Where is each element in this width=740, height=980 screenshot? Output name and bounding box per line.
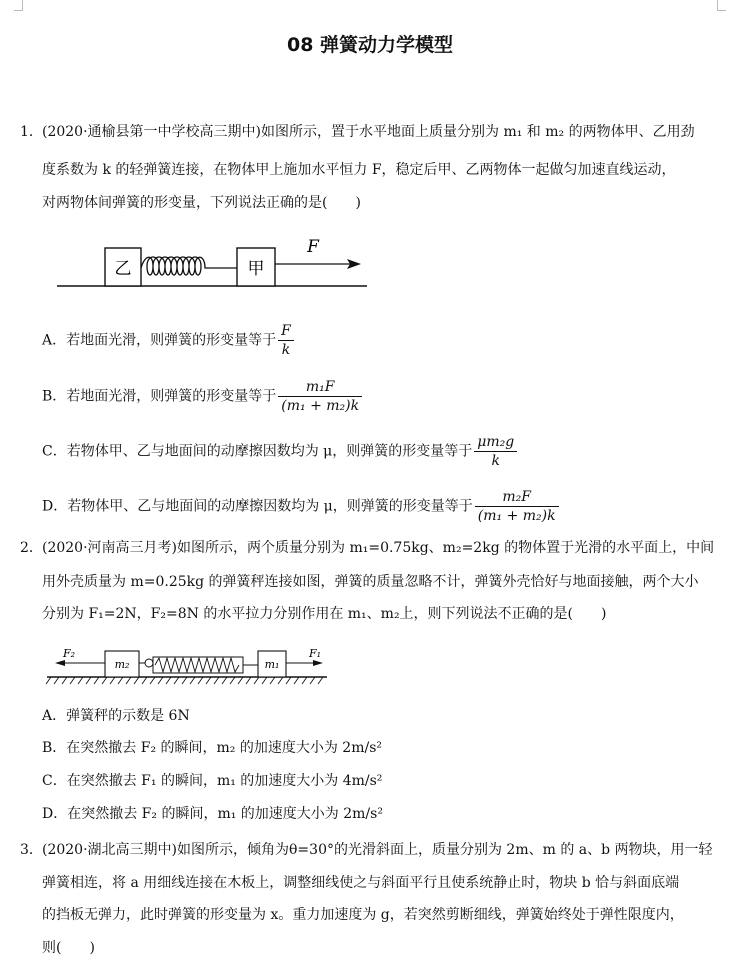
q1-figure bbox=[55, 232, 375, 294]
q1-option-c-fraction bbox=[474, 433, 517, 470]
q2-force-f1-arrowhead bbox=[313, 660, 323, 666]
q1-option-d-denominator: (m₁ + m₂)k bbox=[477, 508, 556, 524]
q1-spring bbox=[141, 257, 237, 275]
q1-number: 1． bbox=[20, 124, 43, 140]
q2-option-d[interactable]: D．在突然撤去 F₂ 的瞬间，m₁ 的加速度大小为 2m/s² bbox=[42, 806, 383, 822]
q1-option-d-numerator: m₂F bbox=[475, 488, 559, 507]
q3-line-4: 则( ) bbox=[42, 940, 95, 956]
q1-option-b-text: B．若地面光滑，则弹簧的形变量等于 bbox=[42, 388, 277, 405]
q1-option-a-denominator: k bbox=[281, 342, 291, 358]
q1-option-d-fraction bbox=[475, 488, 559, 525]
q2-force-f2-label: F₂ bbox=[63, 647, 76, 660]
q1-option-d[interactable] bbox=[42, 488, 559, 525]
q1-option-c-numerator: μm₂g bbox=[474, 433, 517, 452]
q1-line-2: 度系数为 k 的轻弹簧连接，在物体甲上施加水平恒力 F，稳定后甲、乙两物体一起做匀加速直线运动， bbox=[42, 162, 676, 178]
q3-line-3: 的挡板无弹力，此时弹簧的形变量为 x。重力加速度为 g，若突然剪断细线，弹簧始终处于弹性限度内， bbox=[42, 907, 684, 923]
q1-option-a[interactable] bbox=[42, 322, 294, 359]
q2-block-m2-label: m₂ bbox=[114, 658, 130, 671]
q2-option-c[interactable]: C．在突然撤去 F₁ 的瞬间，m₁ 的加速度大小为 4m/s² bbox=[42, 773, 383, 789]
q1-line-3: 对两物体间弹簧的形变量，下列说法正确的是( ) bbox=[42, 195, 361, 211]
q3-line-1: (2020·湖北高三期中)如图所示，倾角为θ=30°的光滑斜面上，质量分别为 2m、m 的 a、b 两物块，用一轻 bbox=[42, 842, 713, 858]
q1-option-b-fraction bbox=[278, 378, 362, 415]
q2-figure bbox=[45, 645, 335, 690]
q2-line-2: 用外壳质量为 m=0.25kg 的弹簧秤连接如图，弹簧的质量忽略不计，弹簧外壳恰好与地面接触，两个大小 bbox=[42, 574, 699, 590]
q2-block-m1-label: m₁ bbox=[264, 658, 280, 671]
q1-option-c-denominator: k bbox=[491, 453, 500, 469]
q1-option-a-text: A．若地面光滑，则弹簧的形变量等于 bbox=[42, 332, 277, 349]
q1-force-label: F bbox=[307, 237, 319, 257]
q1-line-1: (2020·通榆县第一中学校高三期中)如图所示，置于水平地面上质量分别为 m₁ 和 m₂ 的两物体甲、乙用劲 bbox=[42, 124, 695, 140]
q1-block-yi-label: 乙 bbox=[114, 259, 132, 279]
q2-force-f2-arrowhead bbox=[55, 660, 65, 666]
q2-ring-left bbox=[145, 659, 153, 667]
q3-number: 3． bbox=[20, 842, 43, 858]
q1-option-a-fraction bbox=[278, 322, 294, 359]
page-corner-mark-left bbox=[14, 0, 23, 11]
q2-number: 2． bbox=[20, 540, 43, 556]
q1-option-b[interactable] bbox=[42, 378, 362, 415]
q2-option-b[interactable]: B．在突然撤去 F₂ 的瞬间，m₂ 的加速度大小为 2m/s² bbox=[42, 740, 382, 756]
q1-option-a-numerator: F bbox=[278, 322, 294, 341]
q1-block-jia-label: 甲 bbox=[247, 259, 265, 279]
q2-ground-hatch bbox=[46, 677, 323, 684]
q2-line-3: 分别为 F₁=2N，F₂=8N 的水平拉力分别作用在 m₁、m₂上，则下列说法不正确的是( ) bbox=[42, 606, 607, 622]
q1-option-b-numerator: m₁F bbox=[278, 378, 362, 397]
q1-option-d-text: D．若物体甲、乙与地面间的动摩擦因数均为 μ，则弹簧的形变量等于 bbox=[42, 498, 473, 515]
page-corner-mark-right bbox=[717, 0, 726, 11]
q1-option-c-text: C．若物体甲、乙与地面间的动摩擦因数均为 μ，则弹簧的形变量等于 bbox=[42, 443, 473, 460]
q3-line-2: 弹簧相连，将 a 用细线连接在木板上，调整细线使之与斜面平行且使系统静止时，物块 b 恰与斜面底端 bbox=[42, 875, 680, 891]
q1-option-c[interactable] bbox=[42, 433, 517, 470]
q1-option-b-denominator: (m₁ + m₂)k bbox=[281, 398, 360, 414]
q2-line-1: (2020·河南高三月考)如图所示，两个质量分别为 m₁=0.75kg、m₂=2kg 的物体置于光滑的水平面上，中间 bbox=[42, 540, 715, 556]
q2-option-a[interactable]: A．弹簧秤的示数是 6N bbox=[42, 708, 190, 724]
q2-force-f1-label: F₁ bbox=[309, 647, 322, 660]
page-title: 08 弹簧动力学模型 bbox=[286, 34, 454, 56]
